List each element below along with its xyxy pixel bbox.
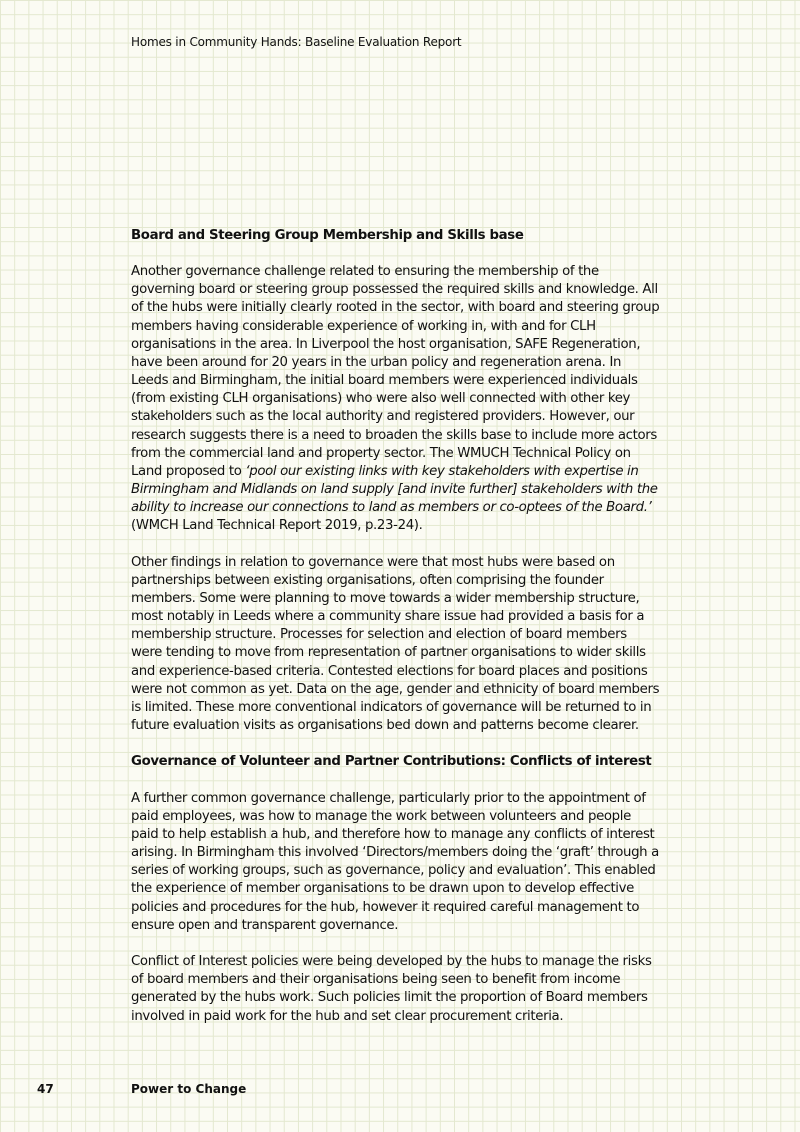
paragraph-volunteers: A further common governance challenge, particularly prior to the appointment of paid employees, was how to manage the work between volunteers and people paid to help establish a hub, and therefore how to manage any conflicts of interest arising. In Birmingham this involved ‘Directors/members doing the ‘graft’ through a series of working groups, such as governance, policy and evaluation’. This enabled the experience of member organisations to be drawn upon to develop effective policies and procedures for the hub, however it required careful management to ensure open and transparent governance. — [131, 790, 659, 933]
paragraph-other-findings: Other findings in relation to governance were that most hubs were based on partnerships between existing organisations, often comprising the founder members. Some were planning to move towards a wider membership structure, most notably in Leeds where a community share issue had provided a basis for a membership structure. Processes for selection and election of board members were tending to move from representation of partner organisations to wider skills and experience-based criteria. Contested elections for board places and positions were not common as yet. Data on the age, gender and ethnicity of board members is limited. These more conventional indicators of governance will be returned to in future evaluation visits as organisations bed down and patterns become clearer. — [131, 554, 660, 734]
section-heading-board: Board and Steering Group Membership and Skills base — [131, 228, 524, 243]
paragraph-skills-base — [131, 263, 661, 535]
paragraph-text: Another governance challenge related to ensuring the membership of the governing board or steering group possessed the required skills and knowledge. All of the hubs were initially clearly rooted in the sector, with board and steering group members having considerable experience of working in, with and for CLH organisations in the area. In Liverpool the host organisation, SAFE Regeneration, have been around for 20 years in the urban policy and regeneration arena. In Leeds and Birmingham, the initial board members were experienced individuals (from existing CLH organisations) who were also well connected with other key stakeholders such as the local authority and registered providers. However, our research suggests there is a need to broaden the skills base to include more actors from the commercial land and property sector. The WMUCH Technical Policy on Land proposed to — [131, 264, 660, 479]
paragraph-conflict-policies: Conflict of Interest policies were being developed by the hubs to manage the risks of board members and their organisations being seen to benefit from income generated by the hubs work. Such policies limit the proportion of Board members involved in paid work for the hub and set clear procurement criteria. — [131, 954, 652, 1024]
page-number: 47 — [37, 1082, 54, 1096]
footer-brand: Power to Change — [131, 1082, 247, 1096]
section-heading-conflicts: Governance of Volunteer and Partner Contributions: Conflicts of interest — [131, 754, 652, 770]
citation: (WMCH Land Technical Report 2019, p.23-24). — [131, 518, 423, 534]
quotation: ‘pool our existing links with key stakeholders with expertise in Birmingham and Midlands on land supply [and invite further] stakeholders with the ability to increase our connections to land as members or co-optees of the Board.’ — [131, 463, 658, 516]
page-body — [131, 227, 661, 1044]
running-header: Homes in Community Hands: Baseline Evaluation Report — [131, 35, 462, 49]
